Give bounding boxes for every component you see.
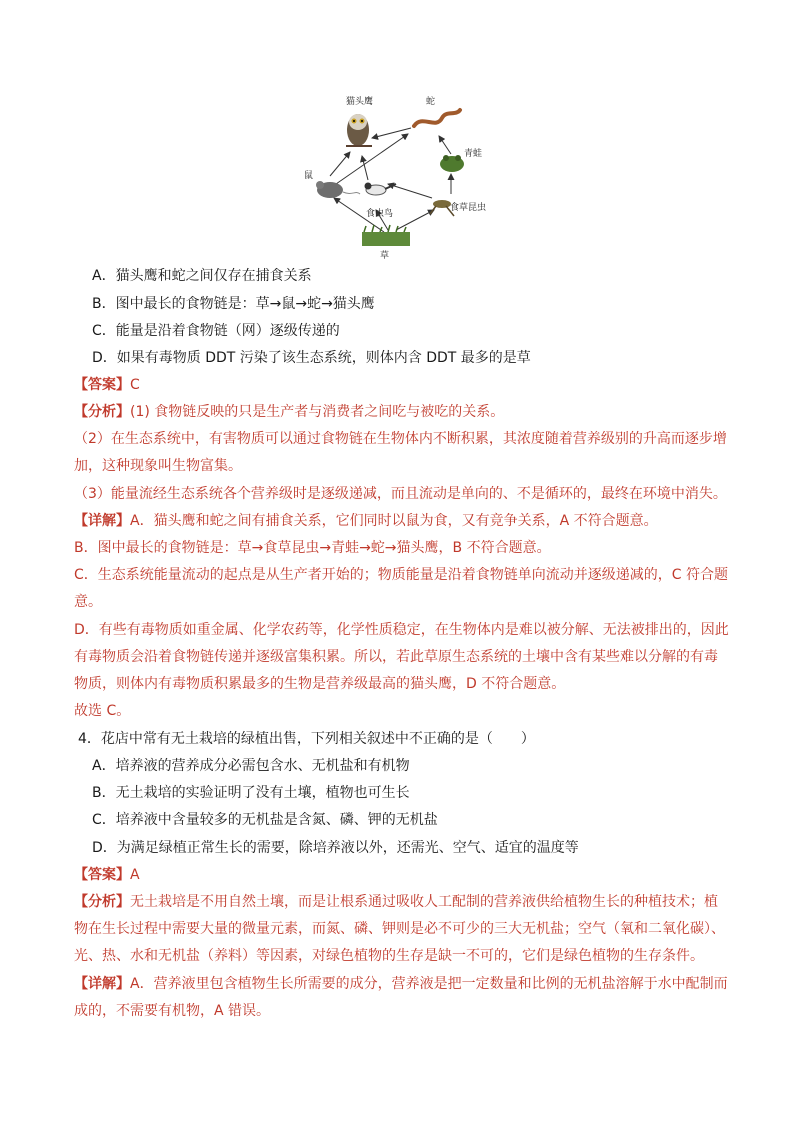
arrow-mouse-owl: [330, 152, 350, 176]
q4-option-b: B．无土栽培的实验证明了没有土壤，植物也可生长: [92, 785, 410, 801]
owl-image: [346, 114, 372, 146]
arrow-bird-owl: [362, 156, 368, 180]
q4-analysis-line-1: [74, 892, 718, 912]
q3-option-d: D．如果有毒物质 DDT 污染了该生态系统，则体内含 DDT 最多的是草: [92, 350, 531, 366]
q3-answer: [74, 375, 140, 395]
q4-option-d: D．为满足绿植正常生长的需要，除培养液以外，还需光、空气、适宜的温度等: [92, 840, 579, 856]
q3-detail-line-3: C．生态系统能量流动的起点是从生产者开始的；物质能量是沿着食物链单向流动并逐级递减的，C 符合题: [74, 567, 728, 583]
q3-detail-line-5: D．有些有毒物质如重金属、化学农药等，化学性质稳定，在生物体内是难以被分解、无法被排出的，因此: [74, 622, 729, 638]
q4-detail-text-1: A．营养液里包含植物生长所需要的成分，营养液是把一定数量和比例的无机盐溶解于水中配制而: [130, 976, 728, 992]
q3-detail-line-6: 有毒物质会沿着食物链传递并逐级富集积累。所以，若此草原生态系统的土壤中含有某些难以分解的有毒: [74, 649, 718, 665]
bird-image: [365, 183, 397, 196]
q3-analysis-line-4: （3）能量流经生态系统各个营养级时是逐级递减，而且流动是单向的、不是循环的，最终在环境中消失。: [74, 486, 727, 502]
q4-answer-tag: 【答案】: [74, 867, 130, 883]
q3-analysis-tag: 【分析】: [74, 404, 130, 420]
q4-detail-line-2: 成的，不需要有机物，A 错误。: [74, 1003, 271, 1019]
snake-image: [414, 110, 460, 126]
arrow-frog-snake: [439, 136, 451, 154]
q4-option-c: C．培养液中含量较多的无机盐是含氮、磷、钾的无机盐: [92, 812, 438, 828]
q4-option-a: A．培养液的营养成分必需包含水、无机盐和有机物: [92, 758, 410, 774]
frog-image: [440, 155, 464, 172]
q3-analysis-text-1: (1) 食物链反映的只是生产者与消费者之间吃与被吃的关系。: [130, 404, 505, 420]
q3-answer-tag: 【答案】: [74, 377, 130, 393]
label-mouse: 鼠: [304, 171, 314, 181]
q4-analysis-line-2: 物在生长过程中需要大量的微量元素，而氮、磷、钾则是必不可少的三大无机盐；空气（氧和二氧化碳）、: [74, 921, 725, 937]
q3-detail-line-7: 物质，则体内有毒物质积累最多的生物是营养级最高的猫头鹰，D 不符合题意。: [74, 676, 566, 692]
arrow-mouse-snake: [336, 134, 408, 184]
q3-analysis-line-2: （2）在生态系统中，有害物质可以通过食物链在生物体内不断积累，其浓度随着营养级别的升高而逐步增: [74, 431, 727, 447]
label-insect: 食草昆虫: [450, 203, 487, 213]
q3-option-b: B．图中最长的食物链是：草→鼠→蛇→猫头鹰: [92, 296, 375, 312]
q3-detail-line-4: 意。: [74, 594, 102, 610]
q4-answer: [74, 865, 140, 885]
q4-analysis-text-1: 无土栽培是不用自然土壤，而是让根系通过吸收人工配制的营养液供给植物生长的种植技术；植: [130, 894, 718, 910]
q3-analysis-line-1: [74, 402, 504, 422]
q4-detail-tag: 【详解】: [74, 976, 130, 992]
label-bird: 食虫鸟: [366, 209, 394, 219]
q4-analysis-line-3: 光、热、水和无机盐（养料）等因素，对绿色植物的生存是缺一不可的，它们是绿色植物的生存条件。: [74, 948, 704, 964]
q3-conclusion: 故选 C。: [74, 703, 131, 719]
q3-detail-line-1: [74, 511, 658, 531]
q4-stem: 4．花店中常有无土栽培的绿植出售，下列相关叙述中不正确的是（ ）: [78, 731, 535, 747]
q3-detail-text-1: A．猫头鹰和蛇之间有捕食关系，它们同时以鼠为食，又有竞争关系，A 不符合题意。: [130, 513, 658, 529]
q4-answer-value: A: [130, 867, 140, 883]
q3-analysis-line-3: 加，这种现象叫生物富集。: [74, 458, 242, 474]
arrow-insect-bird: [388, 184, 432, 198]
label-snake: 蛇: [426, 97, 436, 107]
label-grass: 草: [380, 251, 390, 261]
grass-image: [362, 225, 410, 246]
q3-detail-tag: 【详解】: [74, 513, 130, 529]
q3-option-a: A．猫头鹰和蛇之间仅存在捕食关系: [92, 268, 312, 284]
mouse-image: [316, 181, 360, 198]
q3-option-c: C．能量是沿着食物链（网）逐级传递的: [92, 323, 340, 339]
label-owl: 猫头鹰: [346, 97, 374, 107]
q4-detail-line-1: [74, 974, 728, 994]
label-frog: 青蛙: [464, 149, 483, 159]
food-web-diagram: [296, 92, 506, 264]
arrow-grass-insect: [396, 210, 434, 230]
q3-detail-line-2: B．图中最长的食物链是：草→食草昆虫→青蛙→蛇→猫头鹰，B 不符合题意。: [74, 540, 551, 556]
q4-analysis-tag: 【分析】: [74, 894, 130, 910]
q3-answer-value: C: [130, 377, 140, 393]
